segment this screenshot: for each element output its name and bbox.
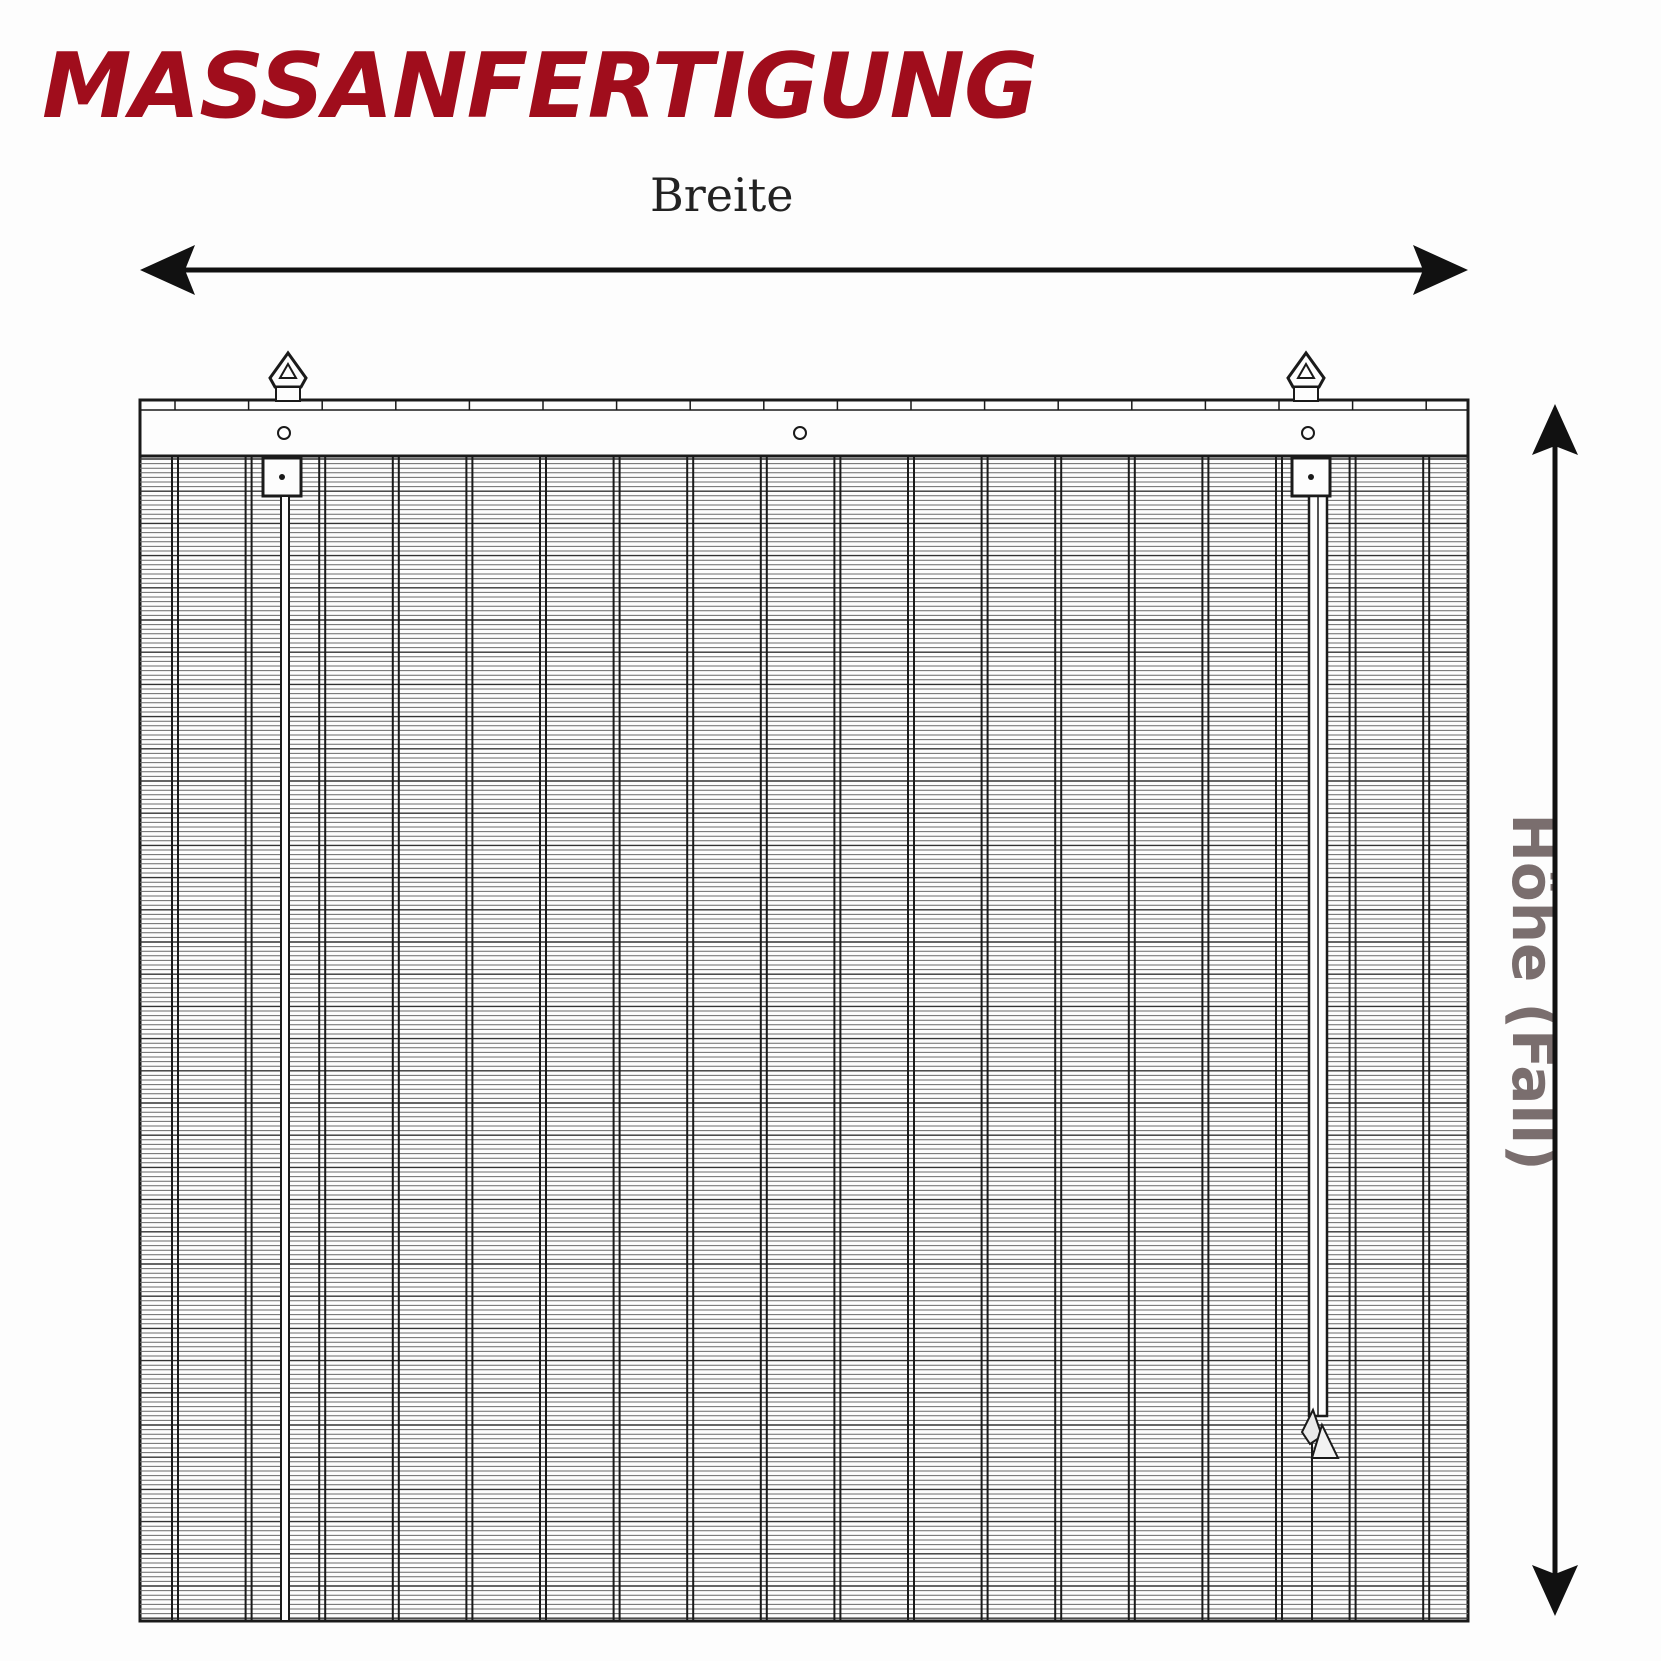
rail-screw-right [1302, 427, 1314, 439]
double-arrow-horizontal-icon [140, 245, 1468, 295]
top-rail [140, 400, 1468, 456]
blind-body [140, 456, 1468, 1621]
page-title: MASSANFERTIGUNG [42, 34, 1037, 139]
double-arrow-vertical-icon [1532, 404, 1578, 1616]
left-lift-cord [281, 496, 289, 1621]
rail-screw-left [278, 427, 290, 439]
rail-screw-center [794, 427, 806, 439]
width-label: Breite [650, 168, 794, 222]
height-label: Höhe (Fall) [1499, 813, 1567, 1171]
